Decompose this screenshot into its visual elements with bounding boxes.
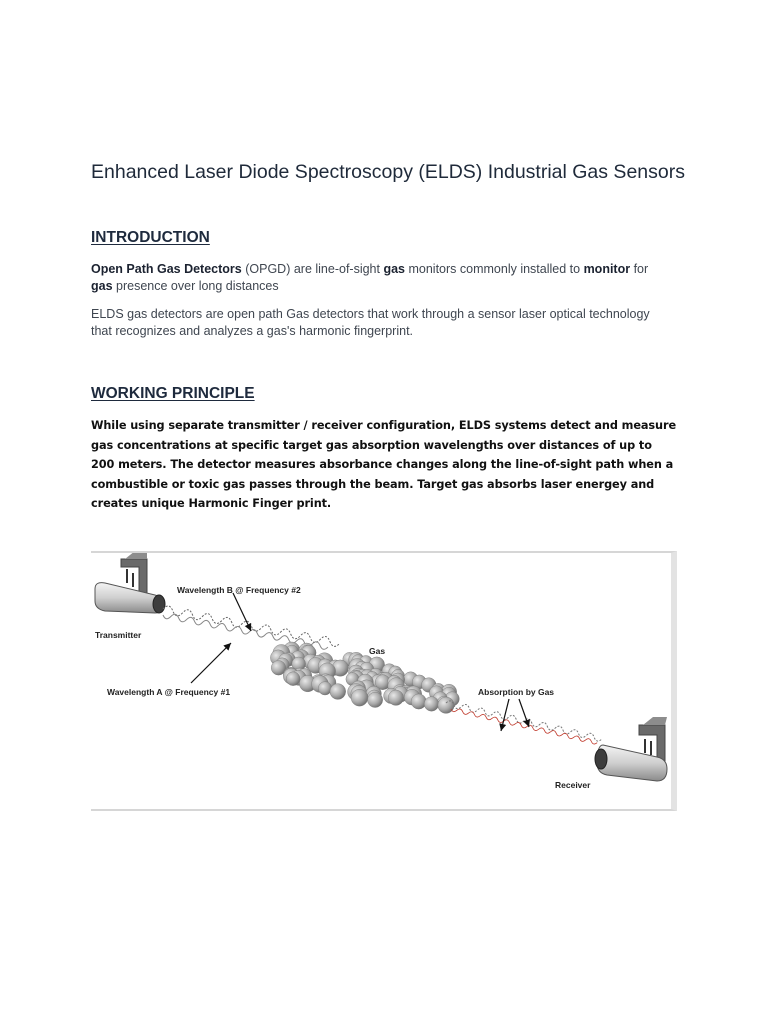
gas-particle [411, 694, 426, 709]
elds-diagram [91, 553, 671, 809]
arrow-wavelength-a [191, 643, 231, 683]
gas-particle [388, 690, 403, 705]
working-principle-paragraph: While using separate transmitter / receiver configuration, ELDS systems detect and measure gas concentrations at specific target gas absorption wavelengths over distances of up to 200 meters. The detector measures absorbance changes along the line-of-sight path when a combustible or toxic gas passes through the beam. Target gas absorbs laser energey and creates unique Harmonic Finger print. [91, 419, 677, 510]
gas-cloud [270, 642, 459, 713]
text-segment: for [630, 262, 649, 276]
beam-upper-wave [162, 605, 340, 647]
gas-particle [368, 692, 383, 707]
term-gas: gas [383, 262, 406, 276]
term-gas: gas [91, 279, 113, 293]
gas-particle [286, 672, 300, 686]
gas-particle [424, 697, 439, 712]
term-open-path-gas-detectors: Open Path Gas Detectors [91, 262, 242, 276]
label-transmitter: Transmitter [95, 630, 142, 640]
text-segment: monitors commonly installed to [405, 262, 584, 276]
introduction-paragraph-2: ELDS gas detectors are open path Gas detectors that work through a sensor laser optical technology that recognizes and analyzes a gas's harmonic fingerprint. [91, 307, 650, 338]
gas-particle [318, 682, 331, 695]
transmitter-mount [121, 553, 147, 593]
label-gas: Gas [369, 646, 386, 656]
introduction-paragraph-1 [91, 261, 671, 295]
text-segment: presence over long distances [112, 279, 279, 293]
text-segment: (OPGD) are line-of-sight [241, 262, 384, 276]
transmitter-device [95, 583, 165, 613]
elds-diagram-figure [91, 551, 677, 811]
label-absorption-by-gas: Absorption by Gas [478, 687, 555, 697]
receiver-device [595, 745, 667, 781]
introduction-heading: INTRODUCTION [91, 229, 210, 246]
arrow-wavelength-b [233, 593, 251, 631]
label-wavelength-b: Wavelength B @ Frequency #2 [177, 585, 301, 595]
gas-particle [330, 684, 346, 700]
label-receiver: Receiver [555, 780, 591, 790]
label-wavelength-a: Wavelength A @ Frequency #1 [107, 687, 231, 697]
arrow-absorption-left [501, 699, 509, 731]
beam-exit-wave [445, 700, 602, 742]
working-principle-heading: WORKING PRINCIPLE [91, 385, 255, 402]
page-title: Enhanced Laser Diode Spectroscopy (ELDS) Industrial Gas Sensors [91, 161, 685, 183]
gas-particle [351, 689, 368, 706]
term-monitor: monitor [583, 262, 631, 276]
